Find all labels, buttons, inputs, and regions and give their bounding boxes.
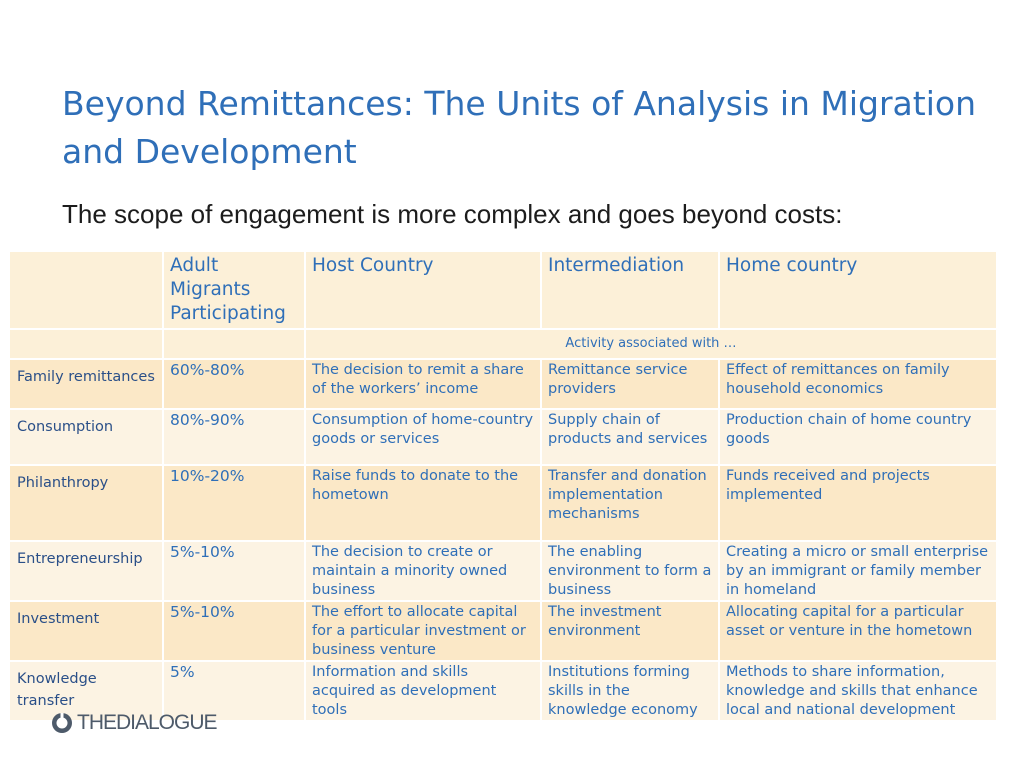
header-cell-empty	[9, 251, 163, 329]
logo-text: THEDIALOGUE	[77, 711, 217, 734]
row-intermediation: The enabling environment to form a business	[541, 541, 719, 601]
row-intermediation: Transfer and donation implementation mechanisms	[541, 465, 719, 541]
table-header-row	[9, 251, 997, 329]
slide-title: Beyond Remittances: The Units of Analysis in Migration and Development	[62, 84, 976, 171]
row-label-investment: Investment	[9, 601, 163, 661]
header-cell-host-country: Host Country	[305, 251, 541, 329]
row-pct: 10%-20%	[163, 465, 305, 541]
row-pct: 80%-90%	[163, 409, 305, 465]
row-home: Allocating capital for a particular asset or venture in the hometown	[719, 601, 997, 661]
row-pct: 5%-10%	[163, 601, 305, 661]
dialogue-logo-icon	[51, 712, 73, 734]
header-cell-home-country: Home country	[719, 251, 997, 329]
row-host: The decision to create or maintain a minority owned business	[305, 541, 541, 601]
table-row	[9, 601, 997, 661]
subheader-empty-1	[9, 329, 163, 359]
row-intermediation: Supply chain of products and services	[541, 409, 719, 465]
row-home: Funds received and projects implemented	[719, 465, 997, 541]
the-dialogue-logo	[51, 710, 217, 736]
table-row	[9, 359, 997, 409]
row-host: Consumption of home-country goods or services	[305, 409, 541, 465]
table-row	[9, 409, 997, 465]
row-host: The effort to allocate capital for a particular investment or business venture	[305, 601, 541, 661]
row-pct: 60%-80%	[163, 359, 305, 409]
row-label-entrepreneurship: Entrepreneurship	[9, 541, 163, 601]
units-of-analysis-table	[8, 250, 998, 722]
slide-subtitle: The scope of engagement is more complex and goes beyond costs:	[62, 199, 843, 229]
row-intermediation: The investment environment	[541, 601, 719, 661]
row-home: Effect of remittances on family household economics	[719, 359, 997, 409]
row-home: Production chain of home country goods	[719, 409, 997, 465]
header-cell-intermediation: Intermediation	[541, 251, 719, 329]
table-subheader-row	[9, 329, 997, 359]
row-label-family-remittances: Family remittances	[9, 359, 163, 409]
row-pct: 5%-10%	[163, 541, 305, 601]
row-intermediation: Remittance service providers	[541, 359, 719, 409]
row-label-consumption: Consumption	[9, 409, 163, 465]
row-label-knowledge-transfer: Knowledge transfer	[9, 661, 163, 721]
header-cell-adult-migrants: Adult Migrants Participating	[163, 251, 305, 329]
subheader-activity-label: Activity associated with …	[305, 329, 997, 359]
row-home: Creating a micro or small enterprise by an immigrant or family member in homeland	[719, 541, 997, 601]
row-intermediation: Institutions forming skills in the knowledge economy	[541, 661, 719, 721]
row-host: Information and skills acquired as development tools	[305, 661, 541, 721]
row-host: The decision to remit a share of the workers’ income	[305, 359, 541, 409]
subheader-empty-2	[163, 329, 305, 359]
row-host: Raise funds to donate to the hometown	[305, 465, 541, 541]
table-row	[9, 465, 997, 541]
row-label-philanthropy: Philanthropy	[9, 465, 163, 541]
row-pct: 5%	[163, 661, 305, 721]
table-row	[9, 541, 997, 601]
row-home: Methods to share information, knowledge and skills that enhance local and national development	[719, 661, 997, 721]
